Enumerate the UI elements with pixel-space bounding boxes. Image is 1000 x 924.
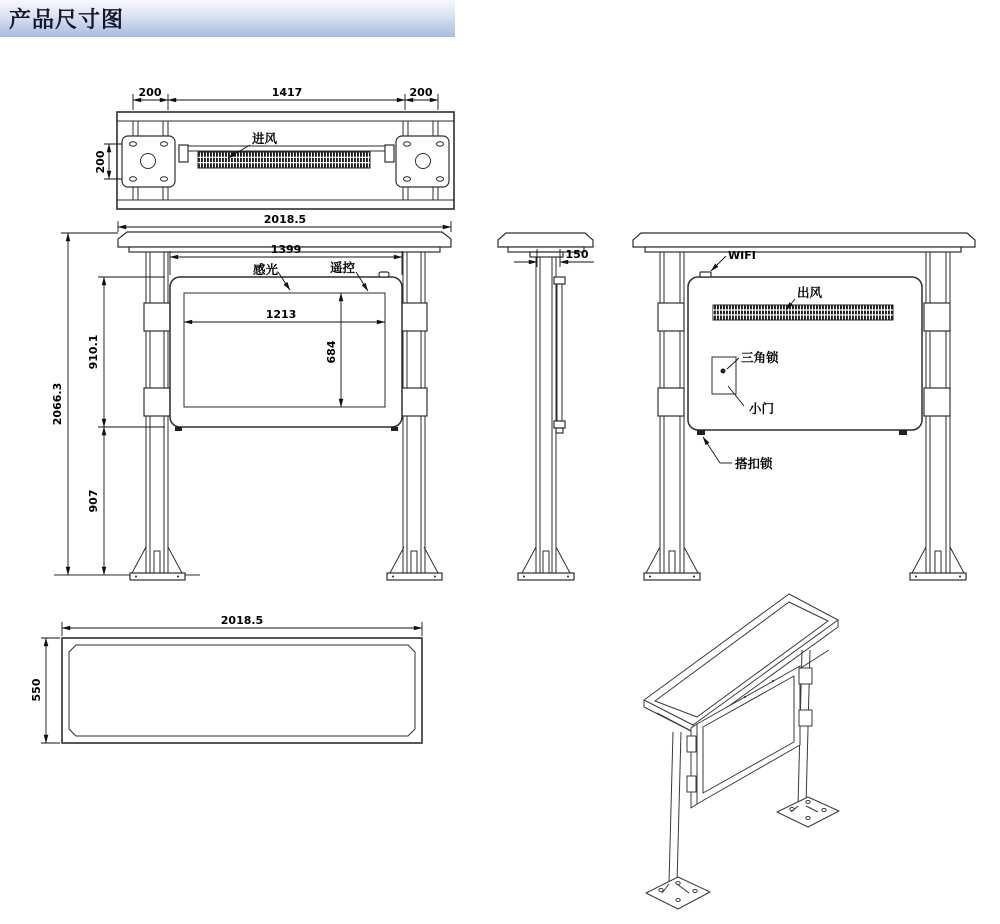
dim-total-height: 2066.3 — [51, 382, 64, 426]
bottom-view — [30, 614, 422, 743]
dim-top-left-200: 200 — [138, 86, 162, 99]
back-view — [633, 233, 975, 580]
dim-bottom-depth: 550 — [30, 678, 43, 702]
dim-screen-height: 684 — [325, 340, 338, 364]
air-outlet-grille — [713, 305, 893, 320]
dim-cabinet-height: 910.1 — [87, 334, 100, 370]
hasp-lock-right — [899, 430, 907, 435]
top-view — [94, 86, 454, 209]
side-canopy — [498, 233, 593, 247]
dim-depth: 150 — [565, 248, 589, 261]
dim-top-center-1417: 1417 — [271, 86, 303, 99]
dim-bottom-width: 2018.5 — [220, 614, 264, 627]
triangle-lock — [721, 369, 726, 374]
label-triangle-lock: 三角锁 — [741, 350, 779, 365]
dim-top-plate-200: 200 — [94, 150, 107, 174]
label-light-sensor: 感光 — [253, 262, 279, 277]
front-cabinet — [170, 277, 402, 427]
label-air-outlet: 出风 — [797, 285, 823, 300]
hasp-lock-left — [697, 430, 705, 435]
perspective-view — [644, 594, 839, 909]
left-mount-plate — [122, 136, 175, 187]
front-view — [51, 213, 451, 580]
label-small-door: 小门 — [749, 401, 775, 416]
back-right-foot — [910, 547, 966, 580]
remote-receiver-nub — [379, 272, 389, 277]
dim-top-right-200: 200 — [409, 86, 433, 99]
label-remote-control: 遥控 — [330, 260, 356, 275]
dim-cabinet-width: 1399 — [270, 243, 302, 256]
front-left-foot — [130, 547, 185, 580]
sheet-title: 产品尺寸图 — [9, 7, 125, 32]
wifi-antenna — [700, 272, 711, 277]
side-view — [498, 233, 594, 580]
label-air-inlet: 进风 — [252, 131, 278, 146]
persp-left-foot — [646, 877, 710, 909]
back-left-foot — [644, 547, 700, 580]
dim-pole-height: 907 — [87, 489, 100, 513]
back-canopy — [633, 233, 975, 247]
persp-right-foot — [777, 797, 839, 827]
label-hasp-lock: 搭扣锁 — [735, 456, 773, 471]
air-inlet-grille — [198, 152, 370, 168]
front-right-foot — [387, 547, 442, 580]
bottom-view-frame — [62, 638, 422, 743]
right-mount-plate — [396, 136, 449, 187]
dim-screen-width: 1213 — [265, 308, 297, 321]
label-wifi: WIFI — [728, 249, 756, 262]
dim-canopy-width: 2018.5 — [263, 213, 307, 226]
